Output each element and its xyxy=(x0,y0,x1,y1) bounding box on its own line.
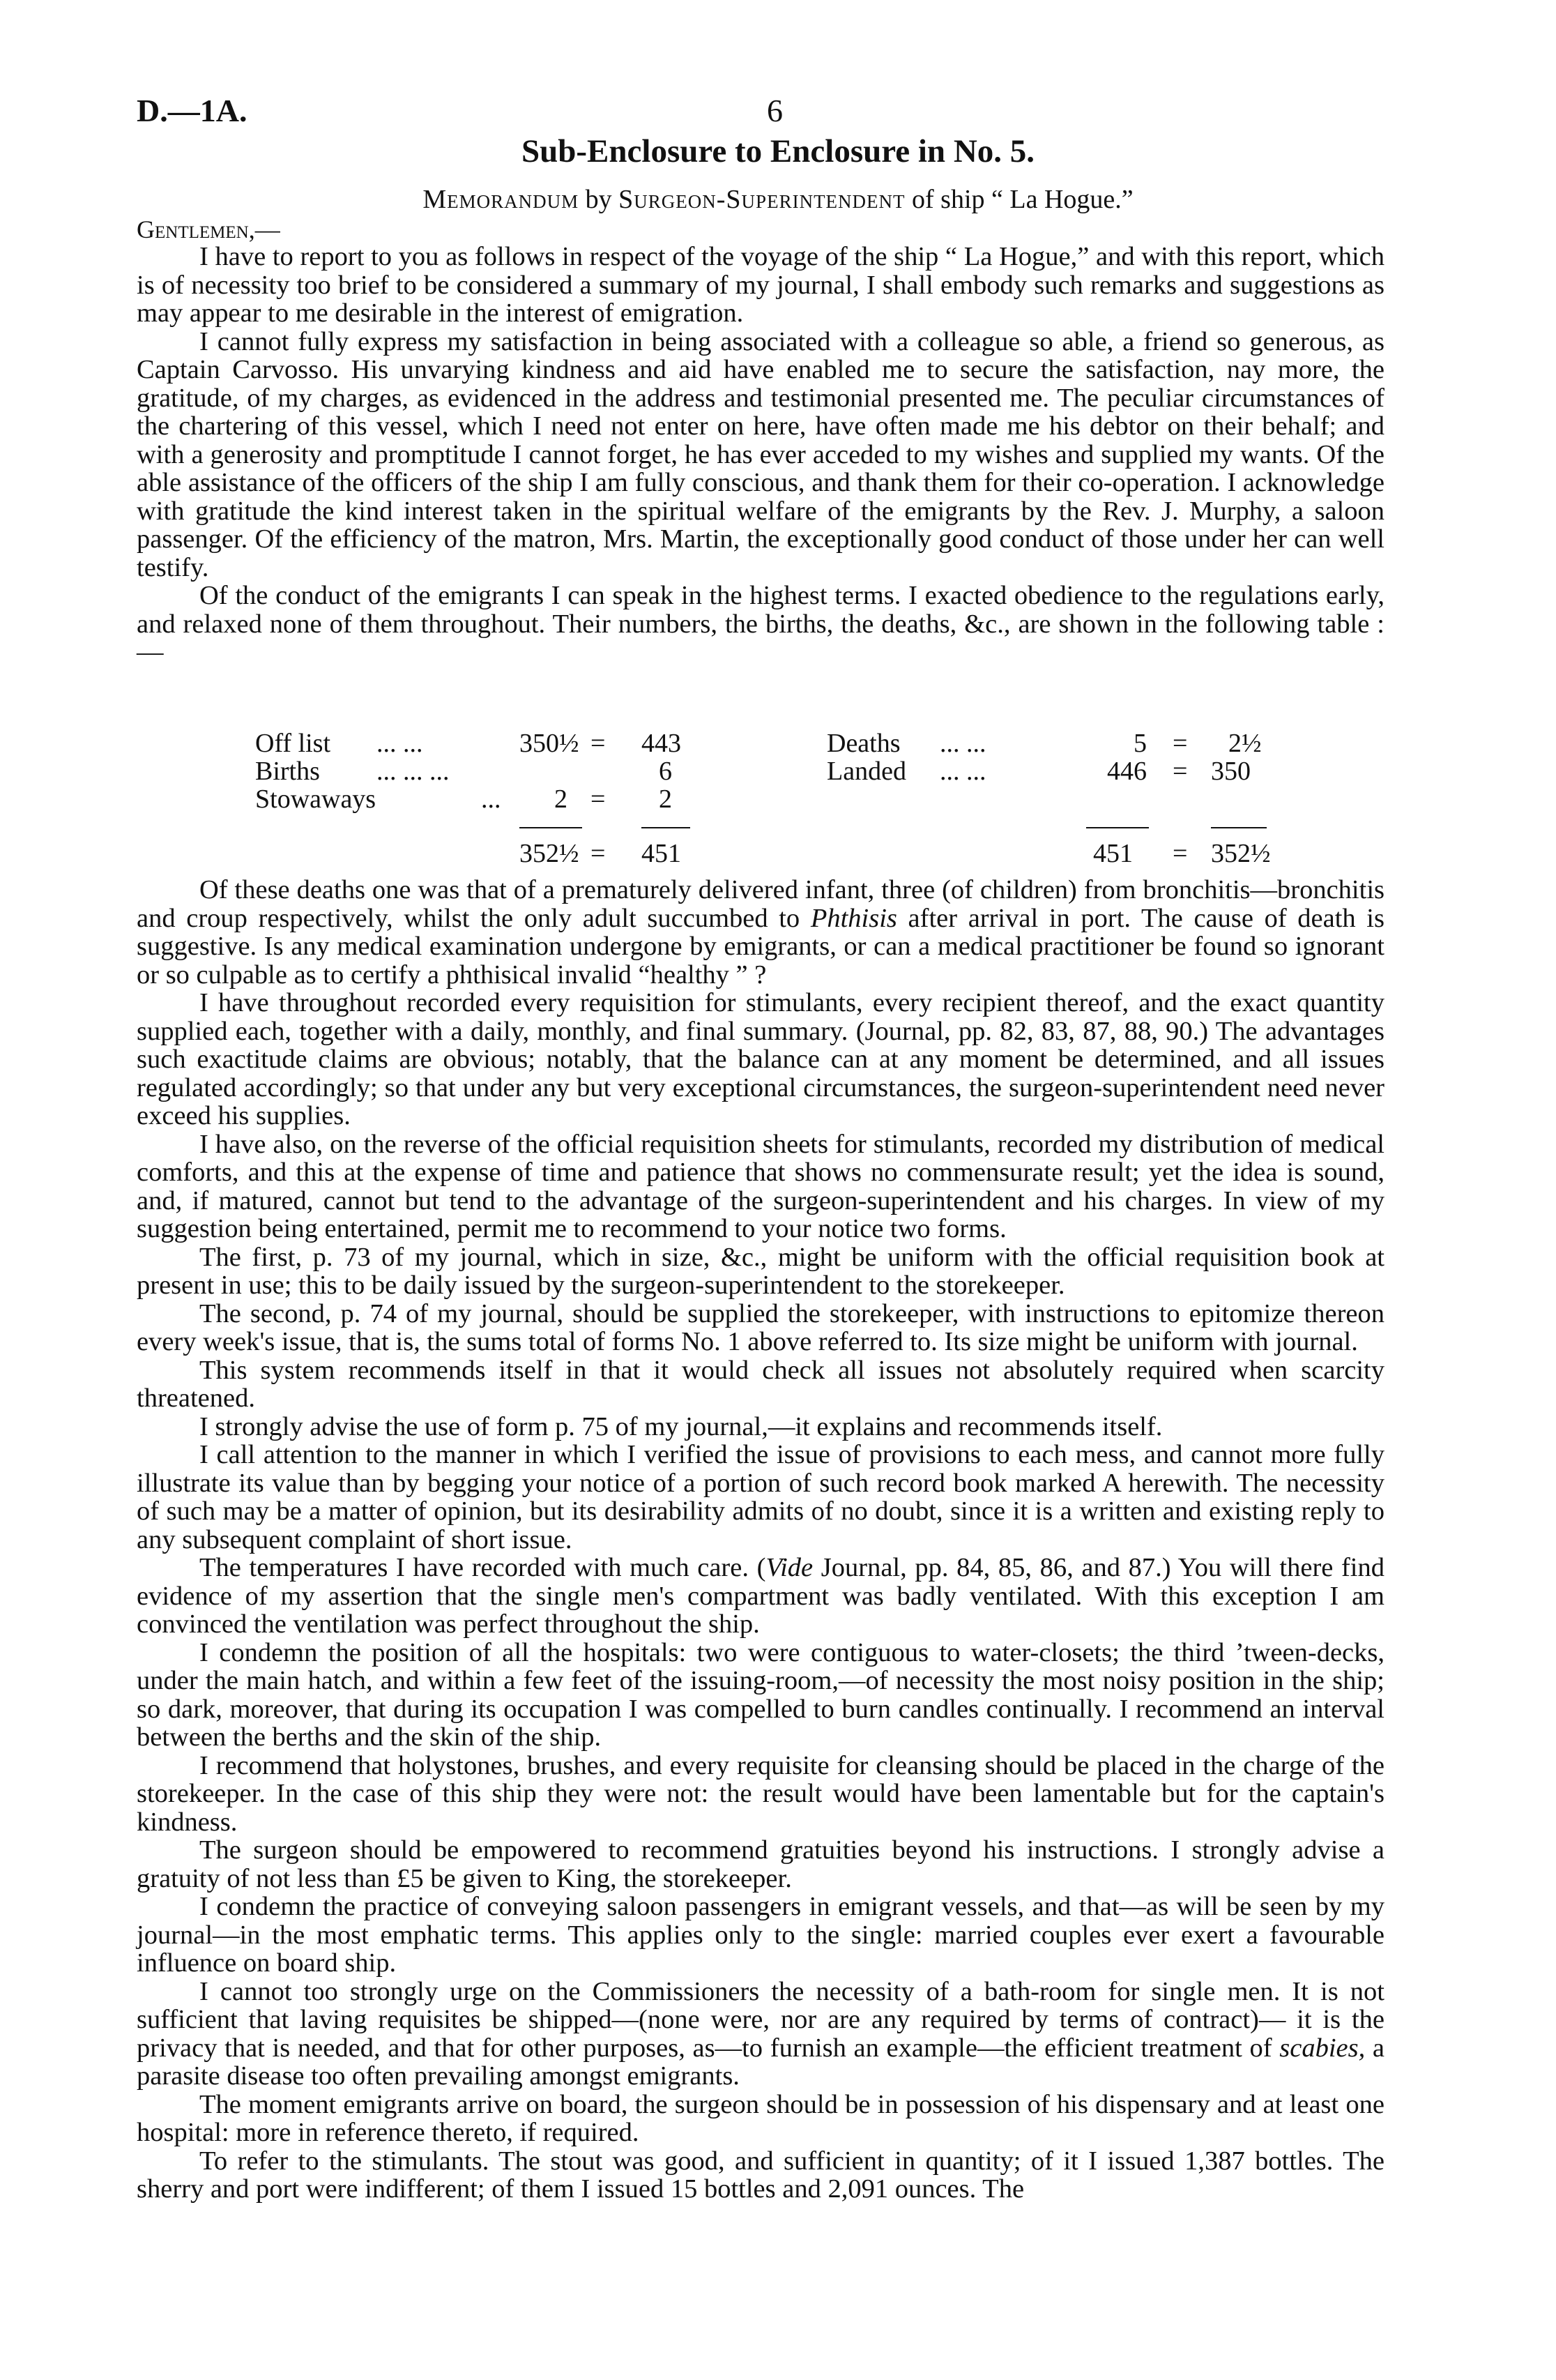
text-run: Journal, pp. 84, 85, 86, and 87.) You will there find evidence of my assertion that the single men's compartment was badly ventilated. With this exception I am convinced the ventilation was perfect throughout the ship. xyxy=(137,1553,1385,1639)
stat-label: Off list xyxy=(255,729,331,758)
stat-result: 350 xyxy=(1211,757,1251,786)
stat-rule xyxy=(1086,827,1149,828)
stat-equals: = xyxy=(1173,839,1188,868)
page-title: Sub-Enclosure to Enclosure in No. 5. xyxy=(521,133,1035,169)
memo-subtitle xyxy=(0,184,1556,215)
stat-total-value: 451 xyxy=(1093,839,1133,868)
stat-value: 5 xyxy=(1134,729,1147,758)
paragraph: I condemn the practice of conveying saloon passengers in emigrant vessels, and that—as will be seen by my journal—in the most emphatic terms. This applies only to the single: married couples ever exert a favourable influence on board ship. xyxy=(137,1892,1385,1978)
stat-result: 443 xyxy=(641,729,681,758)
statistics-table xyxy=(0,728,1556,867)
paragraph-bath-room xyxy=(137,1978,1385,2091)
stat-label: Stowaways xyxy=(255,785,376,814)
stat-equals: = xyxy=(590,839,606,868)
stat-equals: = xyxy=(1173,757,1188,786)
paragraph-temperatures xyxy=(137,1554,1385,1639)
italic-term: Phthisis xyxy=(810,903,897,933)
stat-label: Births xyxy=(255,757,320,786)
body-text-top xyxy=(137,243,1385,667)
stat-rule xyxy=(1211,827,1267,828)
stat-total-value: 352½ xyxy=(519,839,579,868)
paragraph: I condemn the position of all the hospitals: two were contiguous to water-closets; the third ’tween-decks, under the main hatch, and within a few feet of the issuing-room,—of necessity the most noisy position in the ship; so dark, moreover, that during its occupation I was compelled to burn candles continually. I recommend an interval between the berths and the skin of the ship. xyxy=(137,1637,1385,1752)
paragraph: The second, p. 74 of my journal, should be supplied the storekeeper, with instructions to epitomize thereon every week's issue, that is, the sums total of forms No. 1 above referred to. Its size might be uniform with journal. xyxy=(137,1298,1385,1356)
stat-value: 2 xyxy=(554,785,567,814)
text-run: a parasite disease too often prevailing amongst emigrants. xyxy=(137,2033,1385,2091)
stat-result: 2½ xyxy=(1228,729,1262,758)
salutation: Gentlemen,— xyxy=(137,215,280,243)
stat-equals: = xyxy=(590,729,606,758)
stat-leader: ... ... xyxy=(376,729,423,758)
stat-leader: ... ... xyxy=(940,757,986,786)
text-run: after arrival in port. The cause of death is suggestive. Is any medical examination undergone by emigrants, or can a medical practitioner be found so ignorant or so culpable as to certify a phthisical invalid “healthy ” ? xyxy=(137,903,1385,990)
stat-rule xyxy=(519,827,582,828)
stat-leader: ... ... xyxy=(940,729,986,758)
stat-label: Deaths xyxy=(827,729,901,758)
paragraph: Of the conduct of the emigrants I can speak in the highest terms. I exacted obedience to the regulations early, and relaxed none of them throughout. Their numbers, the births, the deaths, &c., are shown in the following table :— xyxy=(137,581,1385,667)
paragraph: I have to report to you as follows in respect of the voyage of the ship “ La Hogue,” and with this report, which is of necessity too brief to be considered a summary of my journal, I shall embody such remarks and suggestions as may appear to me desirable in the interest of emigration. xyxy=(137,242,1385,328)
memo-label: Memorandum xyxy=(422,185,579,214)
stat-leader: ... xyxy=(481,785,501,814)
text-run: The temperatures I have recorded with much care. ( xyxy=(199,1553,766,1582)
paragraph: I have also, on the reverse of the official requisition sheets for stimulants, recorded my distribution of medical comforts, and this at the expense of time and patience that shows no commensurate result; yet the idea is sound, and, if matured, cannot but tend to the advantage of the surgeon-superintendent and his charges. In view of my suggestion being entertained, permit me to recommend to your notice two forms. xyxy=(137,1129,1385,1243)
paragraph: The surgeon should be empowered to recommend gratuities beyond his instructions. I strongly advise a gratuity of not less than £5 be given to King, the storekeeper. xyxy=(137,1835,1385,1893)
stat-equals: = xyxy=(1173,729,1188,758)
stat-result: 6 xyxy=(659,757,672,786)
paragraph: To refer to the stimulants. The stout was good, and sufficient in quantity; of it I issued 1,387 bottles. The sherry and port were indifferent; of them I issued 15 bottles and 2,091 ounces. The xyxy=(137,2146,1385,2204)
text-run: Of these deaths one was that of a prematurely delivered infant, three (of children) from bronchitis—bronchitis and croup respectively, whilst the only adult succumbed to xyxy=(137,875,1385,933)
memo-ship: of ship “ La Hogue.” xyxy=(912,185,1134,214)
stat-label: Landed xyxy=(827,757,906,786)
stat-result: 2 xyxy=(659,785,672,814)
memo-role: Surgeon-Superintendent xyxy=(618,185,906,214)
paragraph: I have throughout recorded every requisition for stimulants, every recipient thereof, and the exact quantity supplied each, together with a daily, monthly, and final summary. (Journal, pp. 82, 83, 87, 88, 90.) The advantages such exactitude claims are obvious; notably, that the balance can at any moment be determined, and all issues regulated accordingly; so that under any but very exceptional circumstances, the surgeon-superintendent need never exceed his supplies. xyxy=(137,988,1385,1130)
paragraph: I cannot fully express my satisfaction in being associated with a colleague so able, a friend so generous, as Captain Carvosso. His unvarying kindness and aid have enabled me to secure the satisfaction, nay more, the gratitude, of my charges, as evidenced in the address and testimonial presented me. The peculiar circumstances of the chartering of this vessel, which I need not enter on here, have often made me his debtor on their behalf; and with a generosity and promptitude I cannot forget, he has ever acceded to my wishes and supplied my wants. Of the able assistance of the officers of the ship I am fully conscious, and thank them for their co-operation. I acknowledge with gratitude the kind interest taken in the spiritual welfare of the emigrants by the Rev. J. Murphy, a saloon passenger. Of the efficiency of the matron, Mrs. Martin, the exceptionally good conduct of those under her can well testify. xyxy=(137,326,1385,582)
stat-rule xyxy=(641,827,690,828)
stat-leader: ... ... ... xyxy=(376,757,450,786)
body-text-main xyxy=(137,876,1385,2204)
stat-value: 350½ xyxy=(519,729,579,758)
stat-equals: = xyxy=(590,785,606,814)
italic-term: Vide xyxy=(765,1553,814,1582)
paragraph: The moment emigrants arrive on board, the surgeon should be in possession of his dispensary and at least one hospital: more in reference thereto, if required. xyxy=(137,2089,1385,2147)
paragraph: This system recommends itself in that it would check all issues not absolutely required when scarcity threatened. xyxy=(137,1355,1385,1413)
text-run: I cannot too strongly urge on the Commissioners the necessity of a bath-room for single men. It is not sufficient that laving requisites be shipped—(none were, nor are any required by terms of contract)— it is the privacy that is needed, and that for other purposes, as—to furnish an example—the efficient treatment of xyxy=(137,1976,1385,2063)
paragraph-deaths xyxy=(137,876,1385,989)
memo-by: by xyxy=(585,185,612,214)
stat-total-result: 451 xyxy=(641,839,681,868)
page-number: 6 xyxy=(767,93,783,128)
italic-term: scabies, xyxy=(1279,2033,1366,2063)
document-reference: D.—1A. xyxy=(137,93,247,128)
paragraph: The first, p. 73 of my journal, which in size, &c., might be uniform with the official requisition book at present in use; this to be daily issued by the surgeon-superintendent to the storekeeper. xyxy=(137,1242,1385,1300)
paragraph: I strongly advise the use of form p. 75 of my journal,—it explains and recommends itself. xyxy=(199,1411,1163,1441)
stat-value: 446 xyxy=(1107,757,1147,786)
stat-total-result: 352½ xyxy=(1211,839,1271,868)
paragraph: I call attention to the manner in which I verified the issue of provisions to each mess, and cannot more fully illustrate its value than by begging your notice of a portion of such record book marked A herewith. The necessity of such may be a matter of opinion, but its desirability admits of no doubt, since it is a written and existing reply to any subsequent complaint of short issue. xyxy=(137,1440,1385,1554)
paragraph: I recommend that holystones, brushes, and every requisite for cleansing should be placed in the charge of the storekeeper. In the case of this ship they were not: the result would have been lamentable but for the captain's kindness. xyxy=(137,1750,1385,1837)
